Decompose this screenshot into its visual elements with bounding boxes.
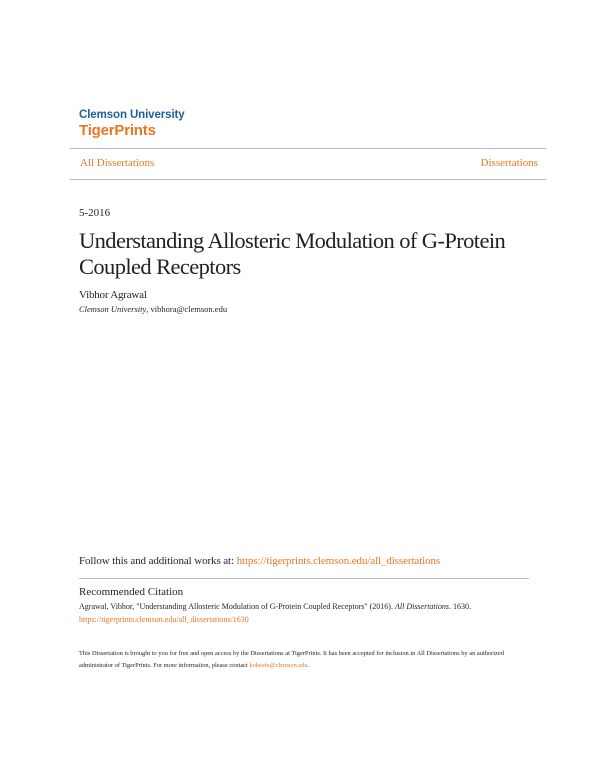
title-line-2: Coupled Receptors [79,253,241,279]
citation-rule [79,578,529,579]
header-rule-bottom [70,179,546,180]
follow-line [79,555,440,567]
recommended-citation-heading: Recommended Citation [79,586,184,598]
citation-link[interactable]: https://tigerprints.clemson.edu/all_dissertations/1630 [79,614,249,624]
all-dissertations-link[interactable]: All Dissertations [80,157,155,169]
follow-text: Follow this and additional works at: [79,555,237,567]
follow-link[interactable]: https://tigerprints.clemson.edu/all_dissertations [236,555,441,567]
access-notice [79,648,529,671]
citation-series: All Dissertations [394,602,449,611]
author-name: Vibhor Agrawal [79,289,147,301]
university-name: Clemson University [79,109,185,121]
document-title [79,228,549,279]
dissertations-link[interactable]: Dissertations [480,157,538,169]
notice-end: . [307,661,310,669]
repository-logo-text[interactable]: TigerPrints [79,122,156,139]
citation-post: . 1630. [449,602,471,611]
affiliation-separator: , [146,304,151,314]
author-email: vibhora@clemson.edu [150,304,228,314]
author-affiliation [79,304,227,314]
notice-text: This Dissertation is brought to you for free and open access by the Dissertations at TigerPrints. It has been accepted for inclusion in All Dissertations by an authorized administrator of TigerPrints. For more information, please contact [79,650,504,669]
header-rule-top [70,148,546,149]
citation-text [79,601,539,626]
contact-email-link[interactable]: kokeefe@clemson.edu [249,661,308,669]
title-line-1: Understanding Allosteric Modulation of G-Protein [79,228,506,253]
affiliation-name: Clemson University [79,304,147,314]
citation-pre: Agrawal, Vibhor, "Understanding Allosteric Modulation of G-Protein Coupled Receptors" (2016). [79,602,395,611]
publication-date: 5-2016 [79,207,111,219]
